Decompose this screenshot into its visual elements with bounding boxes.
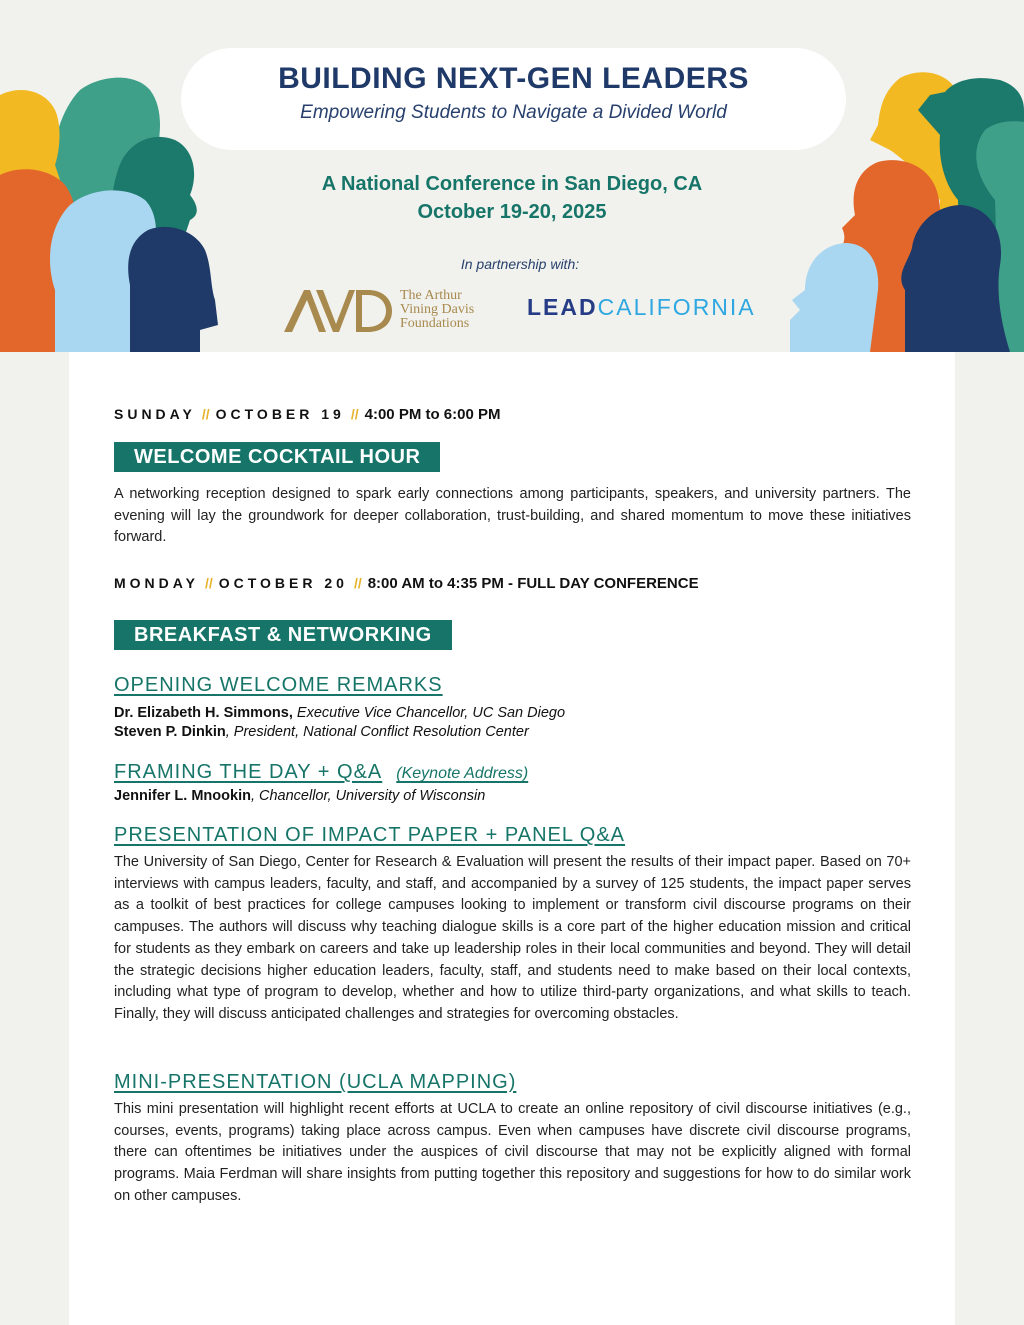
lead-california-logo (527, 294, 756, 321)
avd-name-line-1: The Arthur (400, 288, 462, 303)
separator: // (353, 575, 362, 591)
monday-day: MONDAY (114, 575, 199, 591)
keynote-note: (Keynote Address) (396, 765, 529, 782)
speaker-line (114, 704, 565, 723)
welcome-cocktail-banner: WELCOME COCKTAIL HOUR (114, 442, 440, 472)
conference-info (240, 170, 784, 226)
avd-foundation-name (400, 289, 474, 331)
california-text: CALIFORNIA (597, 294, 756, 320)
agenda-content (69, 352, 955, 1325)
separator: // (204, 575, 213, 591)
avd-name-line-3: Foundations (400, 316, 470, 331)
separator: // (201, 406, 210, 422)
sunday-time: 4:00 PM to 6:00 PM (364, 406, 501, 423)
breakfast-banner: BREAKFAST & NETWORKING (114, 620, 452, 650)
mini-presentation-title: MINI-PRESENTATION (UCLA MAPPING) (114, 1071, 517, 1093)
speaker-name: Dr. Elizabeth H. Simmons, (114, 705, 293, 721)
opening-speakers (114, 704, 565, 742)
opening-remarks-title: OPENING WELCOME REMARKS (114, 674, 443, 696)
mini-presentation-description: This mini presentation will highlight recent efforts at UCLA to create an online repository of civil discourse initiatives (e.g., courses, events, programs) taking place across campus. Even when campuses have discrete civil discourse programs, there can oftentimes be initiatives under the auspices of civil discourse that may not be explicitly aligned with formal programs. Maia Ferdman will share insights from putting together this repository and suggestions for how to do similar work on other campuses. (114, 1101, 911, 1204)
speaker-role: , Chancellor, University of Wisconsin (250, 788, 486, 804)
sunday-day: SUNDAY (114, 406, 196, 422)
partnership-label: In partnership with: (460, 256, 580, 272)
separator: // (350, 406, 359, 422)
monday-time: 8:00 AM to 4:35 PM - FULL DAY CONFERENCE (367, 575, 699, 592)
speaker-name: Steven P. Dinkin (114, 724, 226, 740)
title-pill (181, 48, 846, 150)
header-banner (0, 0, 1024, 352)
lead-text: LEAD (527, 294, 598, 320)
impact-paper-description: The University of San Diego, Center for Research & Evaluation will present the results of their impact paper. Based on 70+ interviews with campus leaders, faculty, and staff, and accompanied by a survey of 125 students, the impact paper serves as a toolkit of best practices for college campuses looking to implement or transform civil discourse programs on their campuses. The authors will discuss why teaching dialogue skills is a core part of the higher education mission and critical for students as they embark on careers and take up leadership roles in their local communities and beyond. They will detail the strategic decisions higher education leaders, faculty, staff, and students need to make based on their local contexts, including what type of program to develop, whether and how to utilize third-party organizations, and what skills to teach. Finally, they will discuss anticipated challenges and strategies for overcoming obstacles. (114, 854, 911, 1022)
speaker-name: Jennifer L. Mnookin (114, 788, 251, 804)
conference-location: A National Conference in San Diego, CA (321, 173, 703, 195)
avd-name-line-2: Vining Davis (400, 302, 475, 317)
impact-paper-title: PRESENTATION OF IMPACT PAPER + PANEL Q&A (114, 824, 626, 846)
speaker-role: Executive Vice Chancellor, UC San Diego (296, 705, 566, 721)
silhouette-navy-left (128, 227, 218, 352)
silhouette-lightblue-right (790, 243, 878, 352)
sunday-date: OCTOBER 19 (215, 406, 345, 422)
cocktail-description: A networking reception designed to spark early connections among participants, speakers, and university partners. The evening will lay the groundwork for deeper collaboration, trust-building, and shared momentum to move these initiatives forward. (114, 486, 911, 546)
monday-heading (114, 575, 699, 592)
framing-title-text: FRAMING THE DAY + Q&A (114, 761, 383, 783)
speaker-role: , President, National Conflict Resolution Center (225, 724, 529, 740)
avd-mark-icon (282, 288, 392, 334)
sunday-heading (114, 406, 501, 423)
framing-speaker (114, 787, 485, 806)
avd-logo (282, 288, 492, 334)
framing-title (114, 761, 528, 784)
page-title: BUILDING NEXT-GEN LEADERS (278, 62, 749, 95)
speaker-line (114, 723, 565, 742)
monday-date: OCTOBER 20 (218, 575, 348, 591)
page-subtitle: Empowering Students to Navigate a Divided World (300, 102, 727, 123)
conference-dates: October 19-20, 2025 (417, 201, 607, 223)
